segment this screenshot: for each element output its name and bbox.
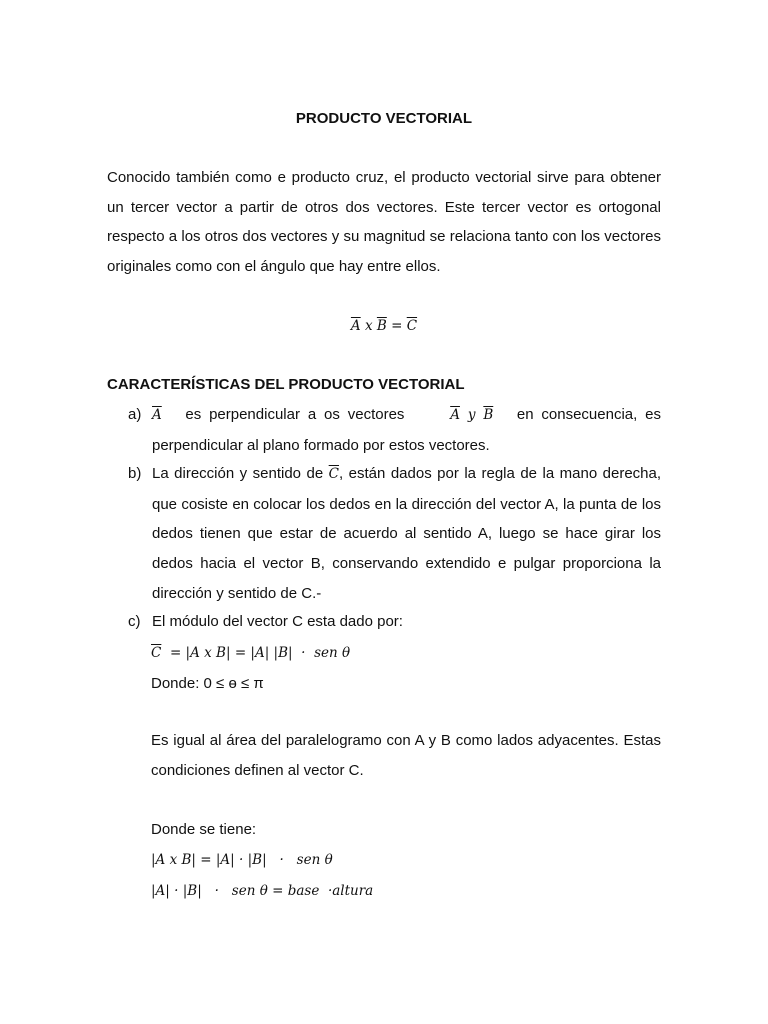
area-text: Es igual al área del paralelogramo con A y B como lados adyacentes. Estas condiciones definen al vector C.	[151, 732, 661, 779]
eqa2-dot2: ·	[327, 883, 333, 899]
item-text-c: El módulo del vector C esta dado por:	[152, 613, 403, 630]
item-b-sym: $\overline{C}$	[328, 466, 340, 482]
eq-equals: =	[391, 318, 403, 334]
item-label-c: c)	[128, 613, 141, 630]
eqm-eq1: =	[169, 645, 182, 661]
eqa2-altura: altura	[332, 883, 374, 899]
eqa1-dot: ·	[279, 852, 284, 868]
list-item-b	[128, 459, 661, 609]
page-title: PRODUCTO VECTORIAL	[295, 110, 473, 127]
item-b-text2: , están dados por la regla de la mano derecha, que cosiste en colocar los dedos en la dirección del vector A, la punta de los dedos tienen que estar de acuerdo al sentido A, luego se hace girar los dedos hacia el vector B, conservando extendido e pulgar proporciona la dirección y sentido de C.-	[152, 465, 662, 602]
item-a-sym2: $\overline{A}$	[450, 407, 460, 423]
main-equation	[0, 315, 768, 337]
eq-x: x	[364, 318, 373, 334]
item-label-b: b)	[128, 465, 142, 482]
donde-range: Donde: 0 ≤ ө ≤ π	[151, 675, 264, 692]
item-b-text1: La dirección y sentido de	[152, 465, 324, 482]
eqa1-rhs: |A| · |B|	[215, 852, 267, 868]
item-a-sym3: $\overline{B}$	[483, 407, 494, 423]
area-paragraph	[151, 726, 661, 785]
eqa1-eq: =	[200, 852, 212, 868]
list-item-a	[128, 400, 661, 460]
eqm-ab: |A x B|	[185, 645, 231, 661]
item-text-b	[152, 459, 661, 609]
eq-b: $\overline{B}$	[376, 318, 387, 334]
eq-a: $\overline{A}$	[350, 318, 361, 334]
equation-area-1	[151, 849, 333, 871]
donde-se-tiene: Donde se tiene:	[151, 821, 257, 838]
eqm-abs: |A| |B|	[250, 645, 293, 661]
item-a-text2: en consecuencia, es perpendicular al plano formado por estos vectores.	[152, 406, 662, 454]
item-a-sym: $\overline{A}$	[152, 407, 162, 423]
eqa1-lhs: |A x B|	[151, 852, 196, 868]
equation-modulo	[151, 642, 350, 664]
eqa2-base: base	[287, 883, 320, 899]
eqa1-sen: sen θ	[296, 852, 333, 868]
equation-area-2	[151, 880, 373, 902]
item-a-y: y	[467, 407, 476, 423]
item-text-a	[152, 400, 661, 460]
eqm-eq2: =	[234, 645, 247, 661]
list-item-c	[128, 607, 661, 637]
eq-c: $\overline{C}$	[406, 318, 418, 334]
intro-paragraph: Conocido también como e producto cruz, el producto vectorial sirve para obtener un tercer vector a partir de otros dos vectores. Este tercer vector es ortogonal respecto a los otros dos vectores y su magnitud se relaciona tanto con los vectores originales como con el ángulo que hay entre ellos.	[107, 169, 661, 276]
eqa2-dot: ·	[214, 883, 219, 899]
eqa2-lhs: |A| · |B|	[151, 883, 202, 899]
eqm-dot: ·	[301, 645, 306, 661]
eqm-sen: sen θ	[314, 645, 351, 661]
eqa2-sen: sen θ =	[231, 883, 284, 899]
eqm-c: $\overline{C}$	[151, 645, 162, 661]
item-a-text1: es perpendicular a os vectores	[185, 406, 405, 423]
item-label-a: a)	[128, 406, 142, 423]
section-title: CARACTERÍSTICAS DEL PRODUCTO VECTORIAL	[107, 376, 465, 393]
